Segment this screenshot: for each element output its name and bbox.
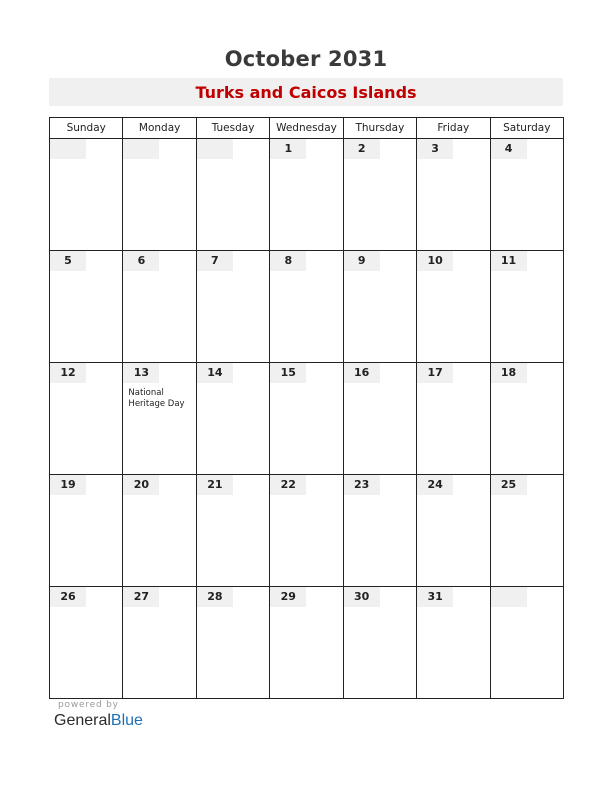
weekday-sunday: Sunday xyxy=(50,118,123,139)
day-cell xyxy=(50,363,123,475)
day-number: 15 xyxy=(270,363,306,383)
day-number: 1 xyxy=(270,139,306,159)
week-row xyxy=(50,139,564,251)
day-number: 31 xyxy=(417,587,453,607)
day-number: 3 xyxy=(417,139,453,159)
day-number xyxy=(491,587,527,607)
day-number: 23 xyxy=(344,475,380,495)
day-cell xyxy=(417,251,490,363)
day-number: 12 xyxy=(50,363,86,383)
empty-day-cell xyxy=(196,139,269,251)
day-cell xyxy=(343,251,416,363)
day-cell xyxy=(123,587,196,699)
day-cell xyxy=(490,139,563,251)
day-number: 20 xyxy=(123,475,159,495)
day-number: 9 xyxy=(344,251,380,271)
brand-general: General xyxy=(54,712,111,729)
day-cell xyxy=(343,363,416,475)
day-number: 11 xyxy=(491,251,527,271)
empty-day-cell xyxy=(123,139,196,251)
day-number xyxy=(50,139,86,159)
day-cell xyxy=(270,139,343,251)
generalblue-logo[interactable] xyxy=(54,712,143,730)
brand-blue: Blue xyxy=(110,712,143,729)
day-number: 16 xyxy=(344,363,380,383)
day-cell xyxy=(490,251,563,363)
day-cell xyxy=(417,363,490,475)
week-row xyxy=(50,475,564,587)
day-number: 26 xyxy=(50,587,86,607)
day-cell xyxy=(270,587,343,699)
weekday-saturday: Saturday xyxy=(490,118,563,139)
country-name: Turks and Caicos Islands xyxy=(195,83,417,102)
day-number: 19 xyxy=(50,475,86,495)
day-number: 13 xyxy=(123,363,159,383)
day-cell xyxy=(417,475,490,587)
day-cell xyxy=(490,475,563,587)
day-cell xyxy=(343,587,416,699)
day-number: 8 xyxy=(270,251,306,271)
day-number: 25 xyxy=(491,475,527,495)
day-number: 10 xyxy=(417,251,453,271)
day-number: 7 xyxy=(197,251,233,271)
day-number: 18 xyxy=(491,363,527,383)
day-cell xyxy=(50,475,123,587)
day-number xyxy=(197,139,233,159)
day-cell xyxy=(270,475,343,587)
day-number: 6 xyxy=(123,251,159,271)
powered-by-label: powered by xyxy=(58,700,119,710)
day-cell xyxy=(123,363,196,475)
calendar-grid xyxy=(49,117,564,699)
day-number: 17 xyxy=(417,363,453,383)
day-number: 2 xyxy=(344,139,380,159)
weekday-wednesday: Wednesday xyxy=(270,118,343,139)
weekday-header-row xyxy=(50,118,564,139)
day-cell xyxy=(270,251,343,363)
day-cell xyxy=(343,475,416,587)
day-number: 24 xyxy=(417,475,453,495)
day-number: 29 xyxy=(270,587,306,607)
empty-day-cell xyxy=(490,587,563,699)
day-cell xyxy=(417,139,490,251)
week-row xyxy=(50,587,564,699)
day-number: 4 xyxy=(491,139,527,159)
holiday-label: National Heritage Day xyxy=(128,388,185,409)
day-number: 22 xyxy=(270,475,306,495)
day-number: 28 xyxy=(197,587,233,607)
page-title: October 2031 xyxy=(224,47,388,71)
day-cell xyxy=(196,475,269,587)
weekday-monday: Monday xyxy=(123,118,196,139)
day-cell xyxy=(123,251,196,363)
day-cell xyxy=(196,587,269,699)
weekday-tuesday: Tuesday xyxy=(196,118,269,139)
day-cell xyxy=(490,363,563,475)
country-banner xyxy=(49,78,563,106)
day-number: 30 xyxy=(344,587,380,607)
day-number: 27 xyxy=(123,587,159,607)
day-cell xyxy=(417,587,490,699)
day-cell xyxy=(196,251,269,363)
empty-day-cell xyxy=(50,139,123,251)
day-cell xyxy=(343,139,416,251)
weekday-thursday: Thursday xyxy=(343,118,416,139)
day-cell xyxy=(123,475,196,587)
week-row xyxy=(50,251,564,363)
day-cell xyxy=(196,363,269,475)
week-row xyxy=(50,363,564,475)
day-cell xyxy=(50,251,123,363)
day-number: 21 xyxy=(197,475,233,495)
day-number: 5 xyxy=(50,251,86,271)
day-cell xyxy=(270,363,343,475)
day-cell xyxy=(50,587,123,699)
day-number xyxy=(123,139,159,159)
day-number: 14 xyxy=(197,363,233,383)
weekday-friday: Friday xyxy=(417,118,490,139)
